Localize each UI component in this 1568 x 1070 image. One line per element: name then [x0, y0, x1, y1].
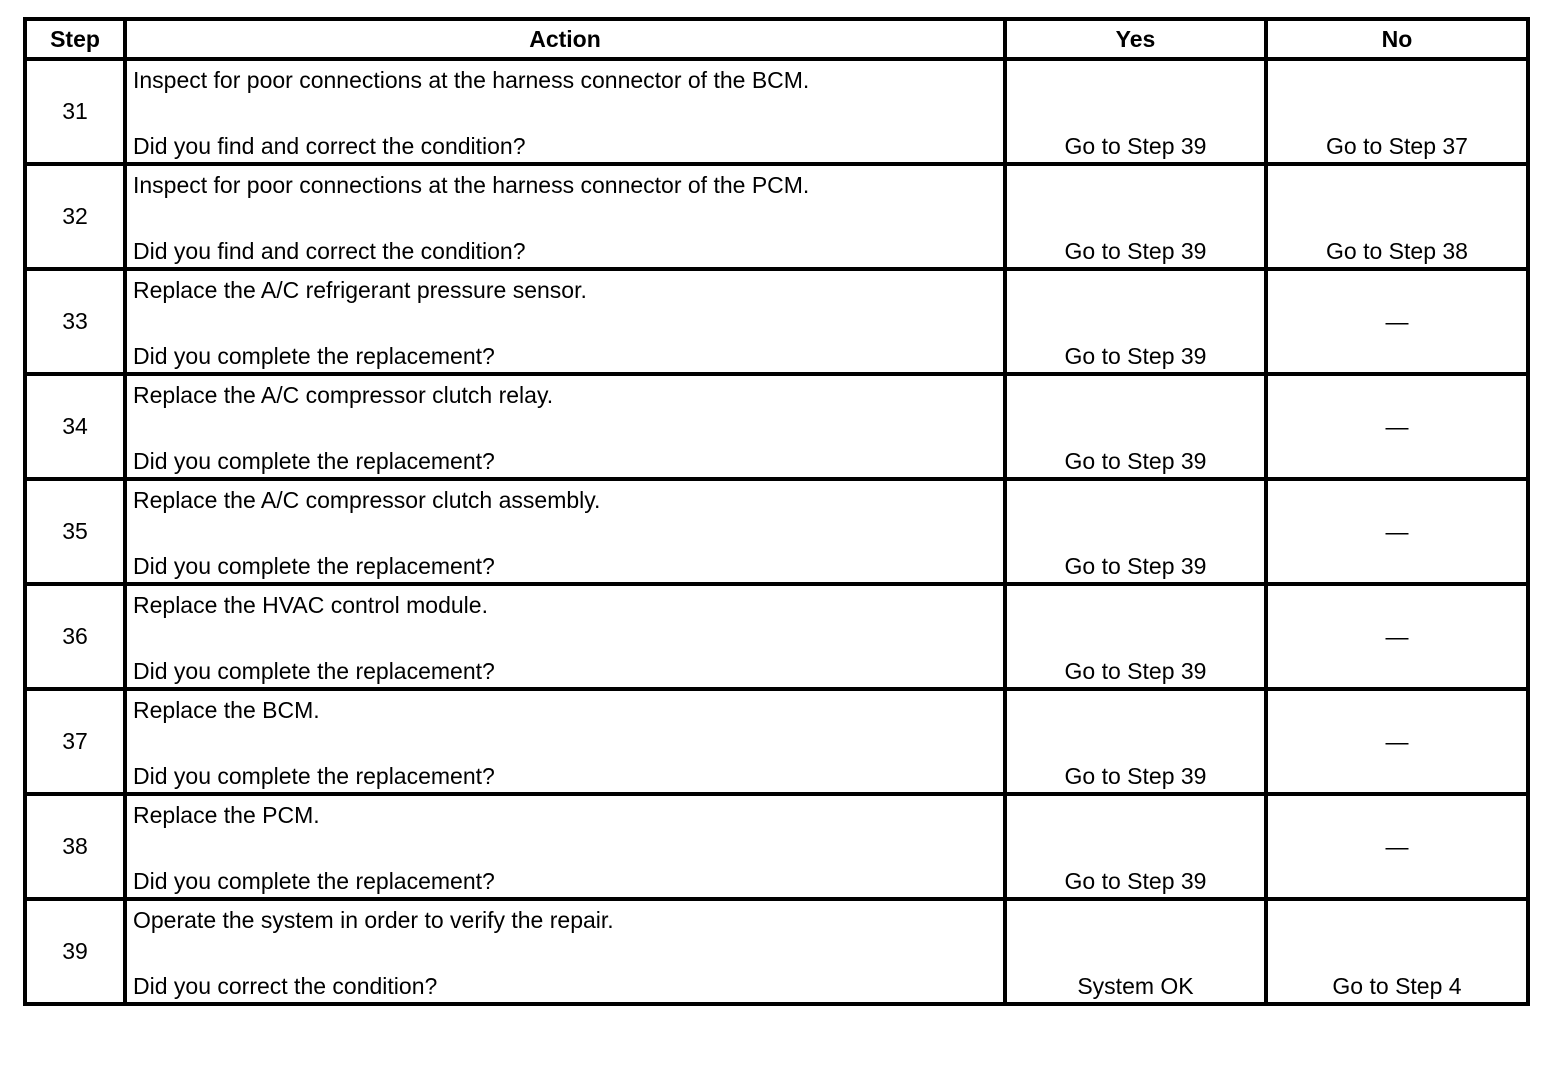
yes-result: System OK — [1077, 973, 1194, 999]
header-row — [25, 19, 1528, 59]
no-result: Go to Step 37 — [1326, 133, 1468, 159]
yes-cell — [1005, 164, 1266, 269]
action-cell — [125, 164, 1005, 269]
action-question: Did you correct the condition? — [133, 973, 438, 999]
action-text: Replace the HVAC control module. — [133, 592, 488, 618]
step-number: 37 — [25, 689, 125, 794]
yes-cell — [1005, 899, 1266, 1004]
table-row — [25, 584, 1528, 689]
header-action: Action — [125, 19, 1005, 59]
yes-result: Go to Step 39 — [1064, 238, 1207, 264]
action-text: Inspect for poor connections at the harness connector of the BCM. — [133, 67, 810, 93]
no-cell — [1266, 794, 1528, 899]
action-question: Did you complete the replacement? — [133, 658, 495, 684]
table-row — [25, 899, 1528, 1004]
no-result: — — [1385, 308, 1409, 334]
no-cell — [1266, 164, 1528, 269]
no-result: Go to Step 38 — [1326, 238, 1468, 264]
action-question: Did you find and correct the condition? — [133, 238, 526, 264]
header-step: Step — [25, 19, 125, 59]
action-cell — [125, 374, 1005, 479]
step-number: 31 — [25, 59, 125, 164]
action-question: Did you complete the replacement? — [133, 868, 495, 894]
yes-cell — [1005, 794, 1266, 899]
yes-result: Go to Step 39 — [1064, 448, 1207, 474]
yes-cell — [1005, 584, 1266, 689]
yes-result: Go to Step 39 — [1064, 763, 1207, 789]
no-cell — [1266, 689, 1528, 794]
action-cell — [125, 899, 1005, 1004]
header-yes: Yes — [1005, 19, 1266, 59]
action-cell — [125, 794, 1005, 899]
yes-result: Go to Step 39 — [1064, 343, 1207, 369]
yes-cell — [1005, 269, 1266, 374]
table-row — [25, 59, 1528, 164]
table-row — [25, 374, 1528, 479]
no-cell — [1266, 59, 1528, 164]
action-question: Did you complete the replacement? — [133, 763, 495, 789]
no-result: — — [1385, 728, 1409, 754]
action-text: Replace the A/C refrigerant pressure sensor. — [133, 277, 587, 303]
yes-cell — [1005, 479, 1266, 584]
action-cell — [125, 479, 1005, 584]
no-cell — [1266, 269, 1528, 374]
header-no: No — [1266, 19, 1528, 59]
table-row — [25, 164, 1528, 269]
action-question: Did you find and correct the condition? — [133, 133, 526, 159]
action-question: Did you complete the replacement? — [133, 553, 495, 579]
action-question: Did you complete the replacement? — [133, 343, 495, 369]
yes-cell — [1005, 689, 1266, 794]
step-number: 35 — [25, 479, 125, 584]
diagnostic-table — [23, 17, 1530, 1006]
table-row — [25, 689, 1528, 794]
action-text: Replace the A/C compressor clutch relay. — [133, 382, 554, 408]
step-number: 36 — [25, 584, 125, 689]
no-result: Go to Step 4 — [1332, 973, 1462, 999]
step-number: 38 — [25, 794, 125, 899]
yes-result: Go to Step 39 — [1064, 658, 1207, 684]
yes-result: Go to Step 39 — [1064, 868, 1207, 894]
table-row — [25, 794, 1528, 899]
no-cell — [1266, 899, 1528, 1004]
table-row — [25, 479, 1528, 584]
action-text: Replace the BCM. — [133, 697, 320, 723]
table-row — [25, 269, 1528, 374]
action-text: Replace the A/C compressor clutch assembly. — [133, 487, 601, 513]
step-number: 34 — [25, 374, 125, 479]
no-cell — [1266, 374, 1528, 479]
action-text: Operate the system in order to verify the repair. — [133, 907, 614, 933]
no-cell — [1266, 479, 1528, 584]
yes-result: Go to Step 39 — [1064, 133, 1207, 159]
action-question: Did you complete the replacement? — [133, 448, 495, 474]
action-text: Inspect for poor connections at the harness connector of the PCM. — [133, 172, 810, 198]
no-cell — [1266, 584, 1528, 689]
action-cell — [125, 584, 1005, 689]
step-number: 32 — [25, 164, 125, 269]
action-cell — [125, 269, 1005, 374]
no-result: — — [1385, 833, 1409, 859]
yes-cell — [1005, 59, 1266, 164]
no-result: — — [1385, 518, 1409, 544]
step-number: 33 — [25, 269, 125, 374]
action-cell — [125, 689, 1005, 794]
yes-cell — [1005, 374, 1266, 479]
no-result: — — [1385, 623, 1409, 649]
yes-result: Go to Step 39 — [1064, 553, 1207, 579]
step-number: 39 — [25, 899, 125, 1004]
action-text: Replace the PCM. — [133, 802, 320, 828]
action-cell — [125, 59, 1005, 164]
no-result: — — [1385, 413, 1409, 439]
